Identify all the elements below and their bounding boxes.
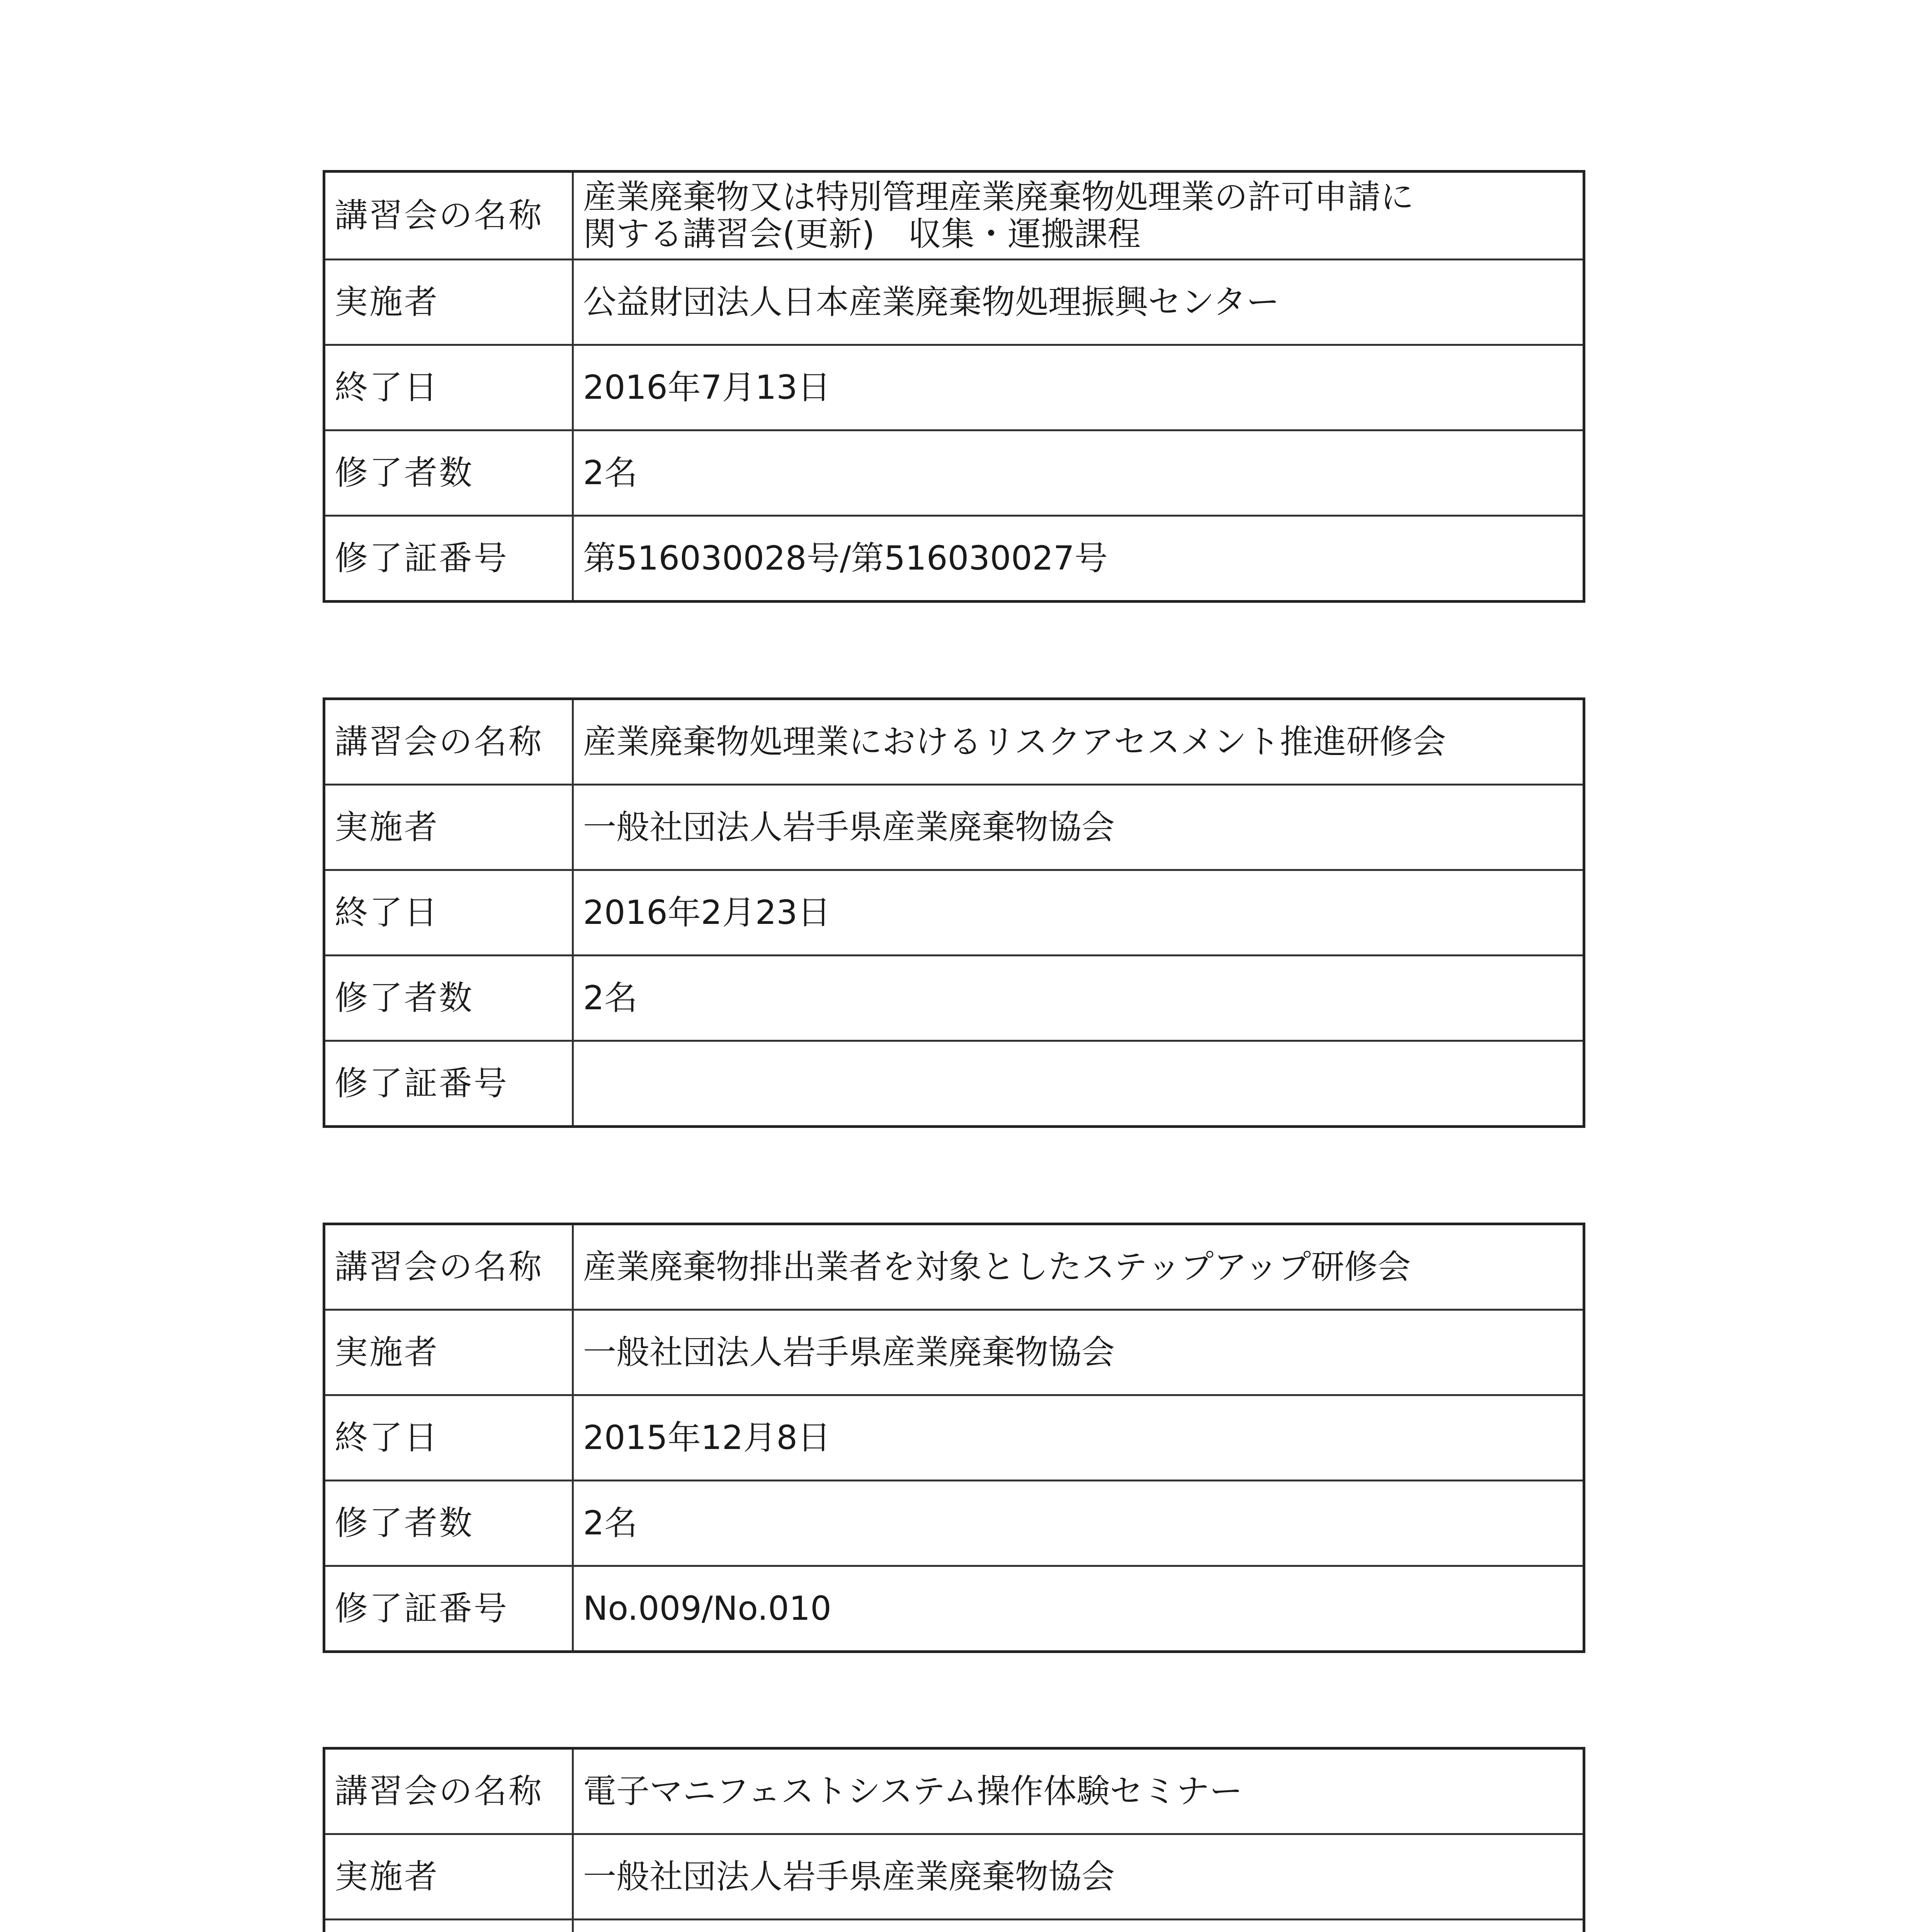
completers-value: 2名 <box>573 1481 1584 1566</box>
certificate-no-value <box>573 1041 1584 1127</box>
table-row <box>324 699 1584 785</box>
table-row <box>324 1834 1584 1920</box>
course-name-label: 講習会の名称 <box>324 172 573 260</box>
end-date-value: 2016年2月23日 <box>573 870 1584 956</box>
organizer-label: 実施者 <box>324 260 573 345</box>
course-name-label: 講習会の名称 <box>324 699 573 785</box>
table-row <box>324 956 1584 1041</box>
end-date-value: 2015年12月8日 <box>573 1395 1584 1481</box>
table-row <box>324 1748 1584 1834</box>
certificate-no-label: 修了証番号 <box>324 1041 573 1127</box>
table-row <box>324 1566 1584 1652</box>
organizer-value: 一般社団法人岩手県産業廃棄物協会 <box>573 1310 1584 1395</box>
completers-value: 2名 <box>573 430 1584 516</box>
certificate-no-label: 修了証番号 <box>324 516 573 602</box>
table-row <box>324 345 1584 430</box>
end-date-value: 2016年7月13日 <box>573 345 1584 430</box>
completers-label: 修了者数 <box>324 430 573 516</box>
table-row <box>324 172 1584 260</box>
organizer-value: 一般社団法人岩手県産業廃棄物協会 <box>573 1834 1584 1920</box>
certificate-no-value: 第516030028号/第516030027号 <box>573 516 1584 602</box>
training-record-table <box>323 170 1585 603</box>
organizer-label: 実施者 <box>324 785 573 870</box>
course-name-label: 講習会の名称 <box>324 1224 573 1310</box>
table-row <box>324 785 1584 870</box>
end-date-label: 終了日 <box>324 345 573 430</box>
course-name-value <box>573 172 1584 260</box>
course-name-label: 講習会の名称 <box>324 1748 573 1834</box>
table-row <box>324 1481 1584 1566</box>
completers-value: 2名 <box>573 956 1584 1041</box>
table-row <box>324 1920 1584 1932</box>
organizer-value: 一般社団法人岩手県産業廃棄物協会 <box>573 785 1584 870</box>
table-row <box>324 430 1584 516</box>
completers-label: 修了者数 <box>324 956 573 1041</box>
completers-label: 修了者数 <box>324 1481 573 1566</box>
training-record-table <box>323 1747 1585 1932</box>
course-name-line: 産業廃棄物又は特別管理産業廃棄物処理業の許可申請に <box>583 178 1414 216</box>
end-date-label: 終了日 <box>324 870 573 956</box>
organizer-label: 実施者 <box>324 1310 573 1395</box>
table-row <box>324 1395 1584 1481</box>
organizer-value: 公益財団法人日本産業廃棄物処理振興センター <box>573 260 1584 345</box>
course-name-value: 産業廃棄物排出業者を対象としたステップアップ研修会 <box>573 1224 1584 1310</box>
table-row <box>324 1041 1584 1127</box>
table-row <box>324 870 1584 956</box>
table-row <box>324 516 1584 602</box>
table-row <box>324 1310 1584 1395</box>
end-date-label: 終了日 <box>324 1395 573 1481</box>
training-record-table <box>323 1223 1585 1653</box>
end-date-value <box>573 1920 1584 1932</box>
table-row <box>324 1224 1584 1310</box>
organizer-label: 実施者 <box>324 1834 573 1920</box>
end-date-label <box>324 1920 573 1932</box>
course-name-value: 産業廃棄物処理業におけるリスクアセスメント推進研修会 <box>573 699 1584 785</box>
course-name-value: 電子マニフェストシステム操作体験セミナー <box>573 1748 1584 1834</box>
table-row <box>324 260 1584 345</box>
course-name-line: 関する講習会(更新) 収集・運搬課程 <box>583 215 1141 253</box>
certificate-no-value: No.009/No.010 <box>573 1566 1584 1652</box>
certificate-no-label: 修了証番号 <box>324 1566 573 1652</box>
training-record-table <box>323 697 1585 1128</box>
